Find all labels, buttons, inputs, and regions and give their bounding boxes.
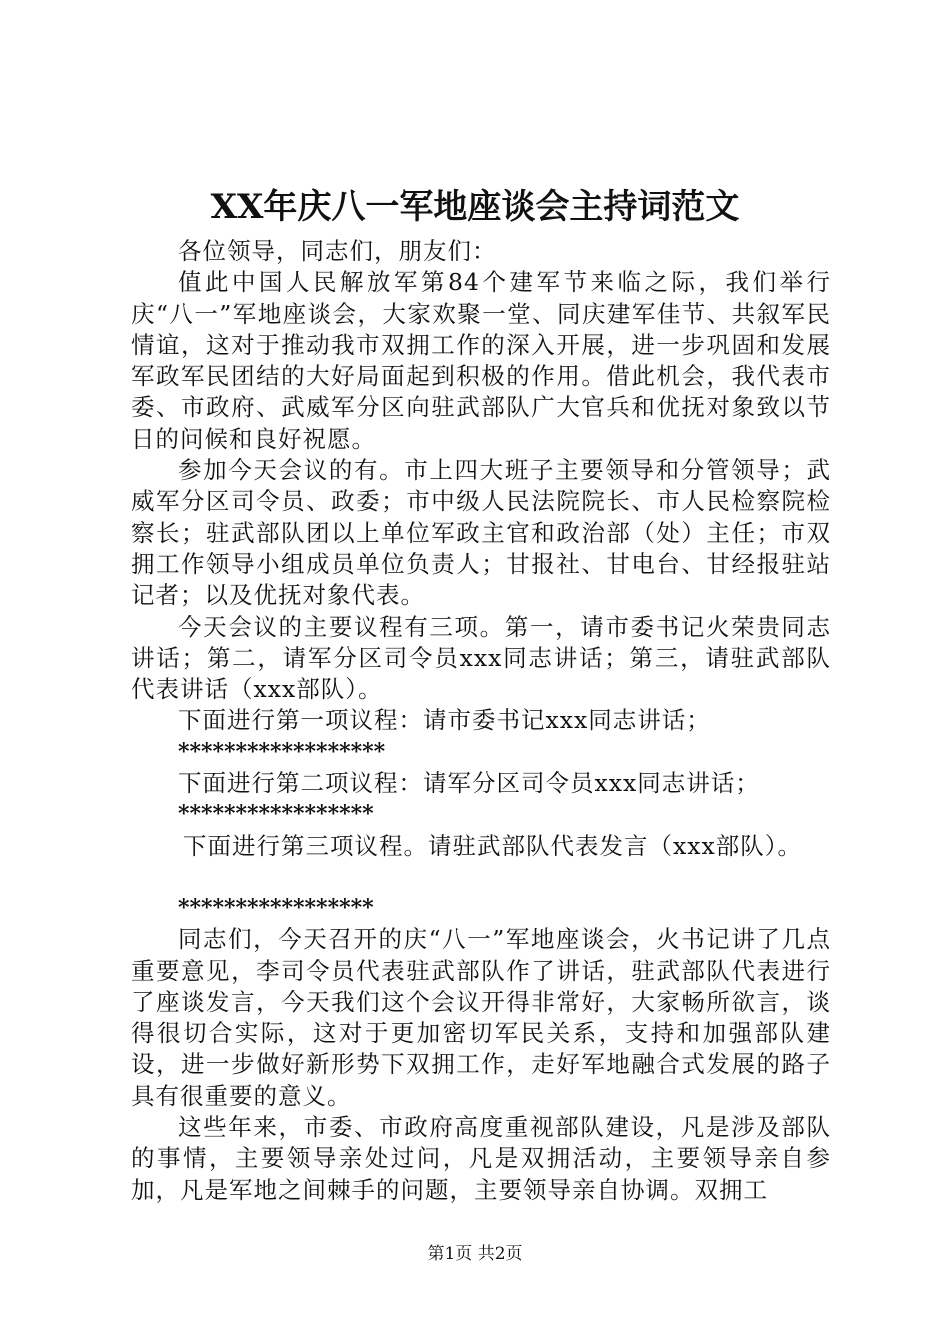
document-body (131, 236, 831, 1206)
agenda-item-1: 下面进行第一项议程：请市委书记xxx同志讲话； (178, 706, 711, 735)
paragraph-opening: 值此中国人民解放军第84个建军节来临之际，我们举行庆“八一”军地座谈会，大家欢聚一堂、同庆建军佳节、共叙军民情谊，这对于推动我市双拥工作的深入开展，进一步巩固和发展军政军民团结的大好局面起到积极的作用。借此机会，我代表市委、市政府、武威军分区向驻武部队广大官兵和优抚对象致以节日的问候和良好祝愿。 (131, 268, 831, 453)
paragraph-attendees: 参加今天会议的有。市上四大班子主要领导和分管领导；武威军分区司令员、政委；市中级人民法院院长、市人民检察院检察长；驻武部队团以上单位军政主官和政治部（处）主任；市双拥工作领导小组成员单位负责人；甘报社、甘电台、甘经报驻站记者；以及优抚对象代表。 (131, 456, 831, 610)
page-footer: 第1页 共2页 (427, 1244, 523, 1264)
separator-stars-2: ***************** (178, 801, 374, 828)
paragraph-summary: 同志们，今天召开的庆“八一”军地座谈会，火书记讲了几点重要意见，李司令员代表驻武部队作了讲话，驻武部队代表进行了座谈发言，今天我们这个会议开得非常好，大家畅所欲言，谈得很切合实际，这对于更加密切军民关系，支持和加强部队建设，进一步做好新形势下双拥工作，走好军地融合式发展的路子具有很重要的意义。 (131, 925, 831, 1110)
greeting-line: 各位领导，同志们，朋友们： (178, 237, 497, 265)
separator-stars-3: ***************** (178, 894, 374, 921)
blank-line (131, 862, 831, 893)
document-title: XX年庆八一军地座谈会主持词范文 (210, 187, 740, 227)
separator-stars-1: ****************** (178, 738, 386, 765)
agenda-item-2: 下面进行第二项议程：请军分区司令员xxx同志讲话； (178, 769, 760, 798)
paragraph-support: 这些年来，市委、市政府高度重视部队建设，凡是涉及部队的事情，主要领导亲处过问，凡是双拥活动，主要领导亲自参加，凡是军地之间棘手的问题，主要领导亲自协调。双拥工 (131, 1113, 831, 1204)
paragraph-agenda-overview: 今天会议的主要议程有三项。第一，请市委书记火荣贵同志讲话；第二，请军分区司令员xxx同志讲话；第三，请驻武部队代表讲话（xxx部队）。 (131, 612, 831, 704)
agenda-item-3: 下面进行第三项议程。请驻武部队代表发言（xxx部队）。 (183, 831, 803, 860)
